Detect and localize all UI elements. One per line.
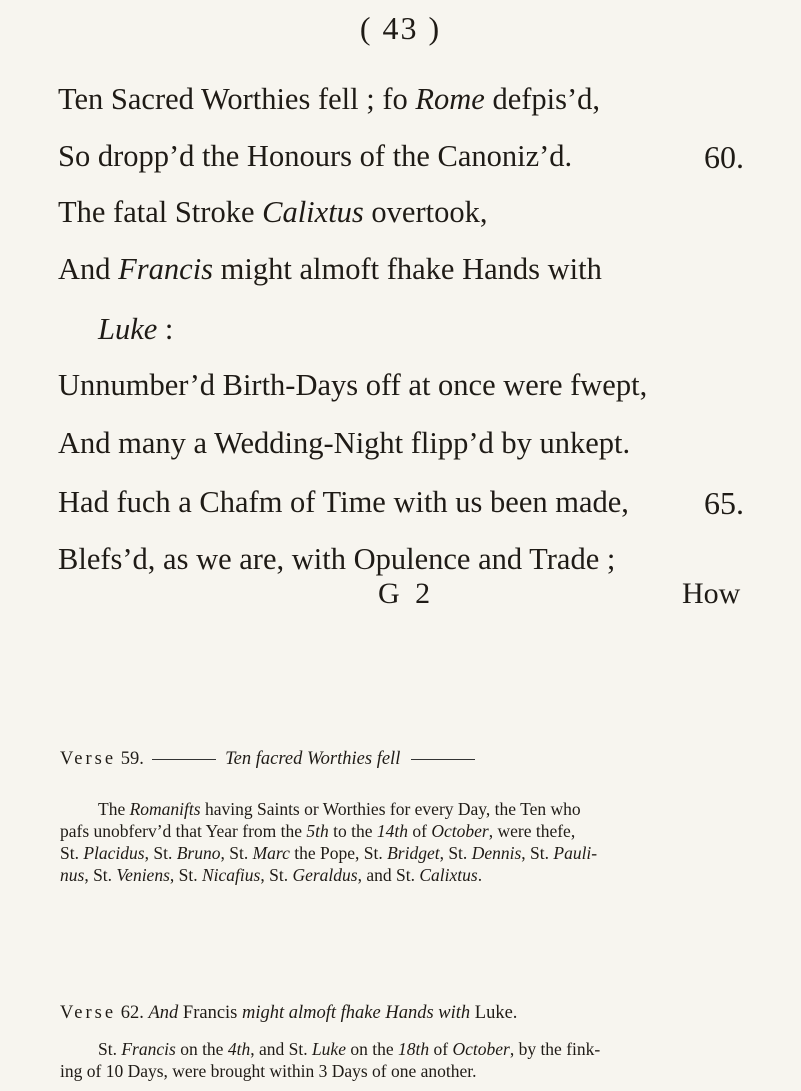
text-run: of bbox=[429, 1039, 453, 1059]
italic-text: 4th bbox=[227, 1039, 251, 1059]
text-run: So dropp’d the Honours of the Canoniz’d. bbox=[58, 139, 573, 173]
italic-text: Calixtus bbox=[262, 195, 364, 229]
note-59-body bbox=[60, 798, 760, 886]
italic-text: Francis bbox=[118, 252, 214, 286]
note-line bbox=[60, 864, 760, 886]
verse-line bbox=[58, 487, 629, 518]
italic-text: Francis bbox=[121, 1039, 176, 1059]
text-run: , St. bbox=[439, 843, 472, 863]
italic-text: Calixtus bbox=[419, 865, 478, 885]
italic-text: Veniens bbox=[116, 865, 170, 885]
verse-line bbox=[58, 197, 487, 228]
text-run: . bbox=[477, 865, 483, 885]
text-run: Had fuch a Chafm of Time with us been made, bbox=[58, 485, 629, 519]
text-run: might almoft fhake Hands with bbox=[213, 252, 602, 286]
italic-text: Rome bbox=[415, 82, 485, 116]
italic-text: Placidus bbox=[83, 843, 145, 863]
italic-text: nus bbox=[60, 865, 85, 885]
text-run: The fatal Stroke bbox=[58, 195, 263, 229]
verse-line bbox=[58, 370, 647, 401]
note-head-text: Ten facred Worthies fell bbox=[225, 749, 401, 769]
text-run: pafs unobferv’d that Year from the bbox=[60, 821, 307, 841]
italic-text: Bruno bbox=[176, 843, 221, 863]
text-run: Francis bbox=[178, 1003, 242, 1023]
note-62-body bbox=[60, 1038, 760, 1082]
text-run: Unnumber’d Birth-Days off at once were fwept, bbox=[58, 368, 648, 402]
text-run: , St. bbox=[169, 865, 202, 885]
verse-line bbox=[58, 254, 602, 285]
note-head-number: 62. bbox=[120, 1003, 144, 1023]
italic-text: might almoft fhake Hands with bbox=[242, 1003, 471, 1023]
page-number: ( 43 ) bbox=[359, 10, 442, 46]
note-line bbox=[60, 1060, 760, 1082]
rule-left bbox=[152, 759, 216, 760]
italic-text: Dennis bbox=[471, 843, 522, 863]
text-run: defpis’d, bbox=[484, 82, 601, 116]
text-run: fo bbox=[382, 82, 416, 116]
text-run: of bbox=[408, 821, 432, 841]
text-run: , St. bbox=[521, 843, 554, 863]
text-run: to the bbox=[328, 821, 377, 841]
text-run: the Pope, St. bbox=[289, 843, 388, 863]
text-run: on the bbox=[345, 1039, 398, 1059]
text-run: St. bbox=[60, 843, 84, 863]
text-run: : bbox=[157, 312, 174, 346]
verse-line bbox=[98, 314, 173, 345]
verse-number: 65. bbox=[704, 485, 744, 521]
italic-text: 5th bbox=[306, 821, 329, 841]
italic-text: Romanifts bbox=[129, 799, 201, 819]
text-run: ing of 10 Days, were brought within 3 Days of one another. bbox=[60, 1061, 477, 1081]
italic-text: Marc bbox=[252, 843, 290, 863]
text-run: Blefs’d, as we are, with Opulence and Trade ; bbox=[58, 542, 616, 576]
italic-text: Geraldus bbox=[292, 865, 358, 885]
text-run: , and St. bbox=[357, 865, 420, 885]
rule-right bbox=[411, 759, 475, 760]
italic-text: Bridget bbox=[387, 843, 440, 863]
note-line bbox=[60, 820, 760, 842]
italic-text: 14th bbox=[376, 821, 409, 841]
note-line bbox=[60, 842, 760, 864]
verse-line bbox=[58, 84, 600, 115]
italic-text: Pauli- bbox=[553, 843, 598, 863]
italic-text: October bbox=[431, 821, 489, 841]
text-run: , St. bbox=[144, 843, 177, 863]
note-59-head bbox=[60, 750, 475, 769]
italic-text: And bbox=[148, 1003, 179, 1023]
text-run: , by the fink- bbox=[509, 1039, 601, 1059]
italic-text: 18th bbox=[398, 1039, 430, 1059]
note-62-head bbox=[60, 1004, 517, 1023]
text-run: And many a Wedding-Night flipp’d by unkept. bbox=[58, 426, 631, 460]
text-run: , St. bbox=[84, 865, 117, 885]
text-run: St. bbox=[98, 1039, 122, 1059]
note-head-prefix: Verse bbox=[60, 749, 117, 769]
text-run: , St. bbox=[260, 865, 293, 885]
text-run: The bbox=[98, 799, 130, 819]
note-head-prefix: Verse bbox=[60, 1003, 117, 1023]
note-line bbox=[60, 798, 760, 820]
catchword: How bbox=[682, 577, 741, 610]
text-run: , and St. bbox=[250, 1039, 312, 1059]
signature-mark: G 2 bbox=[378, 577, 435, 610]
text-run: Ten Sacred Worthies fell ; bbox=[58, 82, 383, 116]
text-run: having Saints or Worthies for every Day, the Ten who bbox=[200, 799, 581, 819]
note-line bbox=[60, 1038, 760, 1060]
italic-text: Luke bbox=[98, 312, 158, 346]
text-run: , St. bbox=[220, 843, 253, 863]
italic-text: October bbox=[452, 1039, 510, 1059]
verse-line bbox=[58, 544, 615, 575]
verse-line bbox=[58, 141, 572, 172]
text-run: , were thefe, bbox=[488, 821, 576, 841]
verse-number: 60. bbox=[704, 139, 744, 175]
italic-text: Luke bbox=[311, 1039, 346, 1059]
verse-line bbox=[58, 428, 630, 459]
text-run: Luke. bbox=[470, 1003, 518, 1023]
note-head-number: 59. bbox=[120, 749, 144, 769]
text-run: on the bbox=[175, 1039, 228, 1059]
text-run: overtook, bbox=[363, 195, 488, 229]
text-run: And bbox=[58, 252, 119, 286]
italic-text: Nicafius bbox=[202, 865, 261, 885]
